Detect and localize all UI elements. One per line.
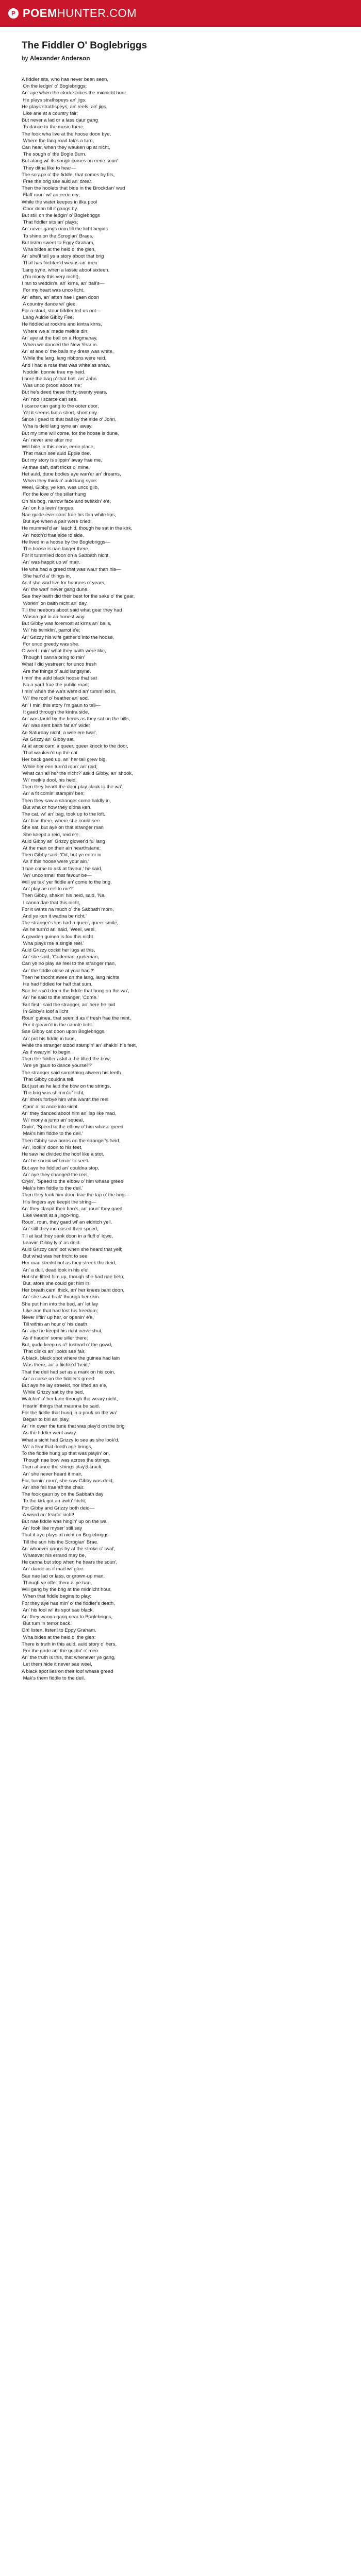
poem-line: A black spot lies on their loof whase greed [22,1668,113,1674]
poem-line: Mak's them fiddle to the deil. [22,1675,85,1681]
poem-line: Sae he rax'd doon the fiddle that hung on the wa', [22,988,129,994]
poem-line: Wha bides at the heid o' the glen, [22,247,96,253]
poem-line: But still on the ledgin' o' Boglebriggs [22,213,101,219]
poem-line: A black, black spot where the guinea had lain [22,1355,120,1362]
poem-line: Her back gaed up, an' her tail grew big, [22,757,107,763]
poem-line: She sat, but aye on that stranger man [22,825,104,831]
poem-line: An' he shook wi' terror to see't. [22,1158,90,1164]
poem-line: But just as he laid the bow on the strings, [22,1083,111,1090]
poem-line: 'I hae come to ask at favour,' he said, [22,866,103,872]
poem-line: Auld Grizzy cockit her lugs at this, [22,947,95,953]
poem-line: But my story is slippin' away frae me, [22,457,102,464]
poem-line: As if haudin' some siller there; [22,1335,88,1341]
poem-line: Let them hide it never sae weel, [22,1662,92,1668]
poem-line: An' fook like myser' still say [22,1526,83,1532]
poem-line: 'Are ye gaun to dance yoursel'?' [22,1063,92,1069]
poem-line: Wi' his twinklin', parrot e'e; [22,628,80,634]
poem-line: A gowden guinea is fou this nicht [22,934,93,940]
poem-line: Noddin' bonnie frae my heid. [22,369,86,375]
poem-line: A country dance wi' glee, [22,301,77,307]
poem-line: Can hear, when they wauken up at nicht, [22,145,110,151]
poem-line: Wha is deid lang syne an' away. [22,423,93,430]
poem-line: Are the things o' auld langsyne. [22,668,91,674]
poem-line: An' they claspit their han's, an' roun' they gaed, [22,1206,124,1212]
poem-line: As if wearyin' to begin. [22,1049,72,1056]
poem-line: Oh! listen, listen! to Eppy Graham, [22,1628,96,1634]
poem-line: An' he said to the stranger, 'Come.' [22,995,99,1001]
poem-line: Till at last they sank doon in a fluff o' lowe, [22,1233,113,1239]
poem-line: An' she'll tell ye a story aboot that brig [22,253,104,260]
poem-line: The scrape o' the fiddle, that comes by fits, [22,172,115,178]
poem-line: Was there, an' a fiichle'd 'heid,' [22,1362,90,1368]
poem-line: 'What can ail her the nicht?' ask'd Gibby, an' shook, [22,770,133,776]
poem-line: But aye he fiddled an' couldna stop, [22,1165,100,1171]
poem-author [22,55,339,62]
poem-line: The fook wha live at the hoose doon bye, [22,131,111,137]
poem-line: But, afore she could get him in, [22,1280,91,1286]
poem-line: That has frichten'd weans an' men. [22,260,99,266]
poem-line: Roun', roun, they gaed wi' an eldritch yell, [22,1219,112,1226]
poem-line: An' was happit up wi' mair. [22,560,80,566]
poem-line: The stranger's lips had a queer, queer smile, [22,920,119,926]
poem-line: An' on his leein' tongue. [22,505,75,511]
poem-line: Began to birl an' play, [22,1417,70,1423]
poem-line: The sough o' the Bogle Burn. [22,151,87,158]
poem-line: When they think o' auld lang syne. [22,478,98,484]
poem-line: Since I gaed to that ball by the side o' John, [22,417,117,423]
poem-line: While the water keepes in ilka pool [22,199,97,205]
poem-line: To the fiddle hung up that was playin' on, [22,1451,110,1457]
poem-line: For it gleam'd in the cannle licht. [22,1022,93,1028]
poem-line: Whatever his errand may be, [22,1553,86,1559]
poem-line: Then Gibby said, 'Od, but ye enter in [22,852,102,858]
poem-line: Then they saw a stranger come baldly in, [22,798,111,804]
poem-line: But aye he lay streekit, nor lifted an e'e, [22,1383,108,1388]
poem-line: And I had a rose that was white as snaw, [22,362,111,368]
poem-line: But my time will come, for the hoose is dune, [22,430,119,436]
poem-body [22,76,339,1682]
poem-line: But listen sweet to Eggy Graham, [22,240,94,246]
author-by-label: by [22,55,28,62]
poem-line: An' never gangs oam till the licht begins [22,226,108,232]
poem-line: An' ithers forbye him wha wantit the reel [22,1097,109,1103]
poem-line: For Gibby and Grizzy both deid— [22,1505,94,1511]
poem-line: Cryin', 'Speed to the elbow o' him whase greed [22,1124,124,1130]
poem-line: Was unco prood aboot me; [22,383,82,389]
poem-line: An' the warl' never gang dune. [22,587,89,593]
poem-line: An' noo I scarce can see. [22,396,78,402]
poem-line: Lang Auldie Gibby Fee. [22,315,74,321]
poem-line: Her man streikit oot as they streek the deid, [22,1260,117,1266]
poem-line: For it tumm'led doon on a Sabbath nicht, [22,553,110,559]
poem-line: Hot she lifted him up, though she had nae help, [22,1274,125,1280]
poem-line: Wi' meikle dool, his heid. [22,777,77,783]
poem-line: Though ye offer them a' ye hae, [22,1580,92,1586]
poem-line: I bore the bag o' that ball, an' John [22,376,97,382]
poem-line: There is truth in this auld, auld story o' hers, [22,1641,117,1647]
poem-line: No a yard frae the public road; [22,682,89,688]
poem-line: The brig was shimm'ar' licht, [22,1090,85,1096]
poem-line: Weel, Gibby, ye ken, was unco glib, [22,485,99,491]
poem-line: Then Gibby, shakin' his heid, said, 'Na, [22,893,106,899]
poem-line: I ran to weddin's, an' kirns, an' ball's— [22,281,105,287]
poem-line: An' whoever gangs by at the stroke o' twal', [22,1546,116,1552]
poem-line: For a stout, stour fiddler led us oot— [22,308,101,314]
poem-line: Where the lang road tak's a turn, [22,138,94,144]
poem-line: An' aye they changed the reel, [22,1172,89,1178]
poem-line: Het auld, dune bodies aye wan'er an' dreams, [22,471,121,477]
poem-line: 'An' unco smal' that favour be— [22,872,92,878]
poem-line: What a sicht had Grizzy to see as she look'd, [22,1437,120,1443]
poem-line: Wasna got in an honest way. [22,614,86,620]
logo-bold-text: POEM [23,7,57,20]
poem-line: As if she wad live for hunners o' years, [22,580,106,586]
poem-line: What I did yestreen; for unco fresh [22,662,97,668]
poem-line: The hoose is nae langer there, [22,546,90,552]
poem-line: But never a lad or a lass daur gang [22,117,98,124]
poem-line: An' aye he keepit his richt neive shut, [22,1328,103,1334]
poem-line: Ae Saturday nicht, a wee ere twal', [22,730,97,736]
poem-line: Flaff roun' wi' an eerie cry; [22,192,80,198]
poem-line: Will ye tak' yer fiddle an' come to the brig, [22,879,112,885]
poem-line: For unco greedy was she. [22,641,79,647]
poem-line: An' the fiddle close at your han'?' [22,968,94,974]
poem-line: For the gude an' the guidin' o' men. [22,1648,100,1654]
poem-line: An' never ane after me [22,437,72,443]
poem-line: An' still they increased their speed, [22,1226,99,1232]
poem-line: His fingers aye keepit the string— [22,1199,96,1205]
poem-line: Coor doon till it gangs by. [22,206,78,212]
poem-line: He wha had a greed that was waur than his— [22,566,121,572]
poem-line: An' aften, an' aften hae I gaen doon [22,294,99,300]
poem-line: While her een turn'd roun' an' reid; [22,764,97,770]
poem-line: But Gibby was foremost at kirns an' balls, [22,621,111,627]
poem-line: An' at ane o' the balls my dress was white, [22,349,114,355]
poem-line: But what was her fricht to see [22,1253,88,1260]
poem-line: That fiddler sits an' plays; [22,219,78,226]
poem-line: Leavin' Gibby lyin' as deid. [22,1240,81,1246]
poem-line: Then they took him doon frae the tap o' the brig— [22,1192,129,1198]
logo-icon[interactable]: P [8,8,19,19]
poem-line: Though I canna bring to min' [22,655,85,661]
poem-line: That wauken'd up the cat. [22,750,79,756]
poem-line: An' a fit comin' stampin' ben; [22,791,85,797]
poem-line: Then at ance the strings play'd crack, [22,1464,103,1470]
poem-line: Mak's him fiddle to the deil.' [22,1131,83,1137]
poem-line: An' dance as if mad wi' glee. [22,1566,85,1572]
poem-line: Then he thocht awee on the lang, lang nichts [22,974,120,980]
poem-line: Her breath cam' thick, an' her knees bant doon, [22,1287,125,1294]
poem-line: In Gibby's loof a licht [22,1008,68,1014]
poem-line: At thae daft, daft tricks o' mine, [22,464,90,470]
poem-line: He canna but stop when he hears the soun', [22,1560,118,1566]
poem-line: 'Lang syne, when a lassie aboot sixteen, [22,267,110,273]
poem-line: An' was sent baith far an' wide: [22,723,90,729]
poem-line: Mak's him fiddle to the deil.' [22,1185,83,1192]
poem-line: Nae guide ever cam' frae his thin white lips, [22,512,116,518]
poem-line: Wi' mony a jump an' squeal, [22,1117,84,1124]
poem-line: For it wants na much o' the Sabbath morn, [22,906,114,912]
poem-line: That Gibby couldna tell. [22,1076,75,1082]
poem-line: Cam' a' at ance into sicht. [22,1104,79,1110]
poem-line: He plays strathspeys, an' reels, an' jigs, [22,104,108,110]
poem-line: Cryin', 'Speed to the elbow o' him whase greed [22,1178,124,1184]
poem-line: Till within an hour o' his death. [22,1321,89,1328]
poem-line: Where we a' made meikle din; [22,328,89,334]
poem-line: An' I min' this story I'm gaun to tell— [22,702,101,708]
poem-line: When that fiddle begins to play; [22,1594,92,1600]
poem-line: But aye when a pair were cried, [22,519,92,525]
poem-line: At at ance cam' a queer, queer knock to the door, [22,743,128,749]
poem-line: I min' the auld black hoose that sat [22,675,97,681]
poem-line: An' they wanna gang near to Boglebriggs, [22,1614,113,1620]
poem-line: An' she swat brak' through her skin. [22,1294,101,1300]
poem-line: The cat, wi' an' bag, took up to the loft, [22,811,106,817]
poem-line: Like ane at a country fair; [22,111,78,117]
poem-line: She harl'd a' things in, [22,573,71,579]
poem-line: An' she never heard it mair, [22,1471,83,1477]
poem-line: To dance to the music there. [22,124,85,130]
poem-line: For the love o' the siller hung [22,492,86,498]
poem-line: A fiddler sits, who has never been seen, [22,77,108,82]
poem-line: Hearin' things that maunna be said. [22,1403,100,1409]
poem-line: They ditna like to hear— [22,165,76,171]
poem-line: Will gang by the brig at the midnicht hour, [22,1587,112,1593]
poem-line: But alang wi' its sough comes an eerie soun' [22,158,118,164]
poem-line: Then the hoolets that bide in the Brockdan' wud [22,185,125,192]
poem-line: He mummel'd an' lauch'd, though he sat in the kirk, [22,526,133,532]
poem-line: An' was tauld by the herds as they sat on the hills, [22,716,130,722]
poem-line: As the fiddler went away. [22,1430,77,1436]
poem-line: But he's deed these thirty-twenty years, [22,389,108,396]
poem-line: An' she fell frae aff the chair. [22,1485,85,1491]
poem-line: He fiddled at rockins and kintra kirns, [22,321,102,328]
site-header [0,0,361,27]
poem-line: But turn in terror back.' [22,1621,73,1627]
poem-line: An' his fool wi' its spot sae black, [22,1607,94,1613]
poem-line: While the lang, lang ribbons were reid, [22,355,107,362]
poem-line: Wha bides at the heid o' the glen: [22,1634,96,1640]
poem-line: Till the sun hits the Scroglan' Brae. [22,1539,99,1545]
poem-line: Sae they baith did their best for the sake o' the gear, [22,594,135,600]
poem-line: Then they heard the door play clank to the wa', [22,784,124,790]
poem-line: Never liftin' up her, or openin' e'e, [22,1314,94,1320]
poem-line: (I'm ninety this very nicht), [22,274,80,280]
poem-line: An' rin ower the tune that was play'd on the brig [22,1423,125,1430]
poem-line: He saw he divided the hoof like a stot, [22,1151,105,1158]
poem-line: A weird an' fearfu' sicht! [22,1512,74,1518]
poem-line: Till the neebors aboot said what gear they had [22,607,122,613]
poem-line: 'But first,' said the stranger, an' here he laid [22,1002,116,1008]
poem-line: At the man on their ain hearthstane; [22,845,101,851]
poem-line: Watchin' a' her lane through the weary nicht, [22,1396,118,1402]
poem-line: He lived in a hoose by the Boglebriggs— [22,539,110,545]
poem-line: Wi' a fear that death age brings, [22,1444,93,1450]
poem-line: An' a curse on the fiddler's greed. [22,1376,96,1382]
poem-line: But wha or how they didna ken. [22,804,92,810]
poem-line: I scarce can gang to the ooter door, [22,403,99,409]
poem-line: Sae Gibby cat doon upon Boglebriggs, [22,1029,106,1035]
poem-line: For the fiddle that hung in a pouk on the wa' [22,1410,117,1416]
poem-line: An' Grizzy his wife gather'd into the hoose, [22,634,114,640]
poem-line: An' the truth is this, that whenever ye gang, [22,1655,116,1661]
poem-line: Then Gibby saw horns on the stranger's heid, [22,1138,121,1144]
poem-line: That the deil had set as a mark on his coin, [22,1369,116,1375]
poem-line: O weel I min' what they baith were like, [22,648,106,654]
poem-line: That clinks an' looks sae fair, [22,1348,86,1354]
poem-line: An', lookin' doon to his feet, [22,1144,83,1150]
poem-line: The stranger said something atween his teeth [22,1070,121,1076]
poem-line: She put him into the bed, an' let lay [22,1301,99,1307]
poem-line: I min' when the wa's were'd an' tumm'led in, [22,689,117,695]
poem-line: For my heart was unco licht. [22,287,85,294]
poem-line: As if this hoose were your ain.' [22,859,89,865]
poem-line: For, turnin' roun', she saw Gibby was deid, [22,1478,114,1484]
poem-line: An' she said, 'Gudeman, gudeman, [22,954,99,960]
site-logo[interactable] [23,7,137,20]
poem-line: An' they danced aboot him an' lap like mad, [22,1110,117,1116]
poem-line: An' aye when the clock strikes the midnicht hour [22,90,126,96]
poem-line: Like ane that had lost his freedom; [22,1308,98,1314]
poem-line: On his bog, narrow face and tweitkin' e'e, [22,498,111,504]
poem-line: But nae fiddle was hingin' up on the wa', [22,1519,109,1525]
poem-line: Though nae bow was across the strings. [22,1458,111,1464]
poem-line: Yet it seems but a short, short day [22,410,97,416]
poem-title: The Fiddler O' Boglebriggs [22,40,147,51]
poem-line: Auld Grizzy cam' oot when she heard that yell; [22,1246,123,1252]
poem-line: She keepit a reid, reid e'e. [22,832,80,838]
poem-line: While Grizzy sat by the bed, [22,1389,84,1396]
poem-line: Can ye no play ae reel to the stranger man, [22,961,116,967]
poem-line: Then the fiddler askit a, he lifted the bow; [22,1056,111,1062]
poem-line: As he turn'd an' said, 'Weel, weel, [22,927,96,933]
poem-line: Sae nae lad or lass, or grown-up man, [22,1573,105,1579]
poem-line: For they aye hae min' o' the fiddler's death, [22,1600,115,1606]
poem-line: Wha plays me a single reel.' [22,940,85,946]
poem-line: Wi' the roof o' heather an' sod. [22,696,89,702]
poem-line: The fook gaun by on the Sabbath day [22,1492,104,1498]
poem-line: When we danced the New Year in. [22,342,98,348]
poem-line: I canna dae that this nicht, [22,900,80,906]
poem-line: An' put his fiddle in tune, [22,1036,76,1042]
poem-line: It gaed through the kintra side, [22,709,89,715]
poem-line: Auld Gibby an' Grizzy glower'd fu' lang [22,838,105,844]
poem-line: While the stranger stood stampin' an' shakin' his feet, [22,1042,137,1048]
poem-line: An' hotch'd frae side to side. [22,532,84,538]
poem-line: An' a dull, dead look in his e'e! [22,1267,89,1273]
poem-line: Will bide in this eerie, eerie place, [22,444,95,450]
poem-line: To the kirk got an awfu' fricht; [22,1498,87,1504]
poem-line: That maun see auld Eppie dee. [22,451,91,457]
poem-line: As Grizzy an' Gibby sat, [22,736,75,742]
poem-line: He plays strathspeys an' jigs. [22,97,87,103]
poem-line: To shine on the Scroglan' Braes. [22,233,93,239]
poem-line: And ye ken it wadna be richt.' [22,913,87,919]
poem-line: Frae the brig sae auld an' drear. [22,179,93,185]
poem-line: Like weans at a jingo-ring. [22,1212,80,1218]
poem-content [0,27,361,1682]
author-name-link[interactable]: Alexander Anderson [29,55,90,62]
poem-line: He had fiddled for half that sum, [22,981,93,988]
poem-line: An' aye at the ball on a Hogmanay, [22,335,97,341]
poem-line: But, gude keep us a'! instead o' the gowd, [22,1342,112,1348]
logo-light-text: HUNTER.COM [57,7,137,20]
poem-line: An' frae there, where she could see [22,818,100,824]
poem-line: Roun' guinea, that seem'd as if fresh frae the mint, [22,1015,131,1022]
poem-line: An' play ae reel to me?' [22,886,74,892]
poem-line: On the ledgin' o' Boglebriggs; [22,83,87,90]
poem-line: That it aye plays at nicht on Boglebriggs [22,1532,109,1538]
poem-line: Workin' on baith nicht an' day, [22,600,88,606]
